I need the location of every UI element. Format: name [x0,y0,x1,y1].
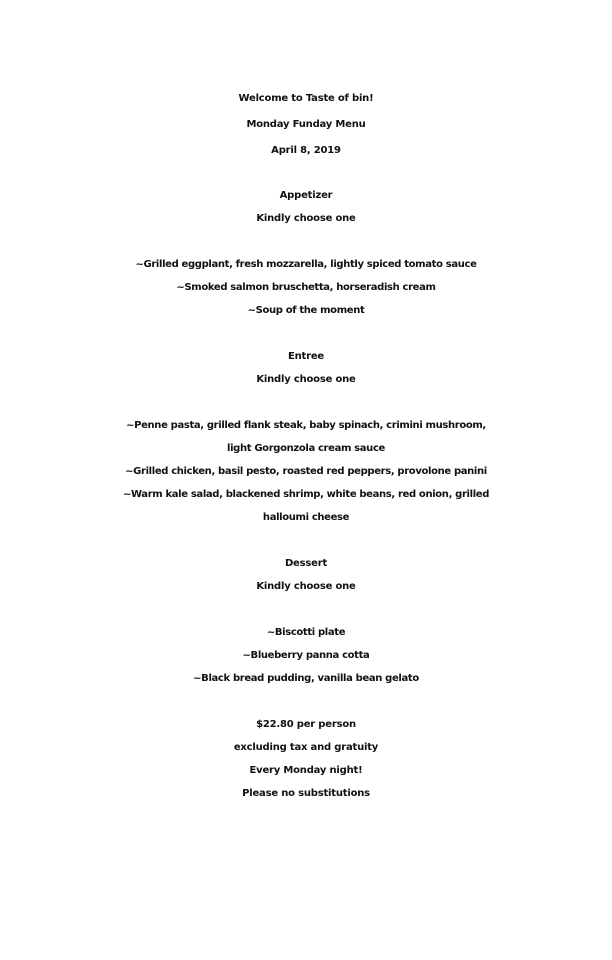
menu-item: ~Soup of the moment [247,305,365,316]
section-instruction: Kindly choose one [256,581,356,592]
section-instruction: Kindly choose one [256,213,356,224]
menu-item: ~Smoked salmon bruschetta, horseradish cream [176,282,436,293]
menu-item: ~Black bread pudding, vanilla bean gelato [193,673,419,684]
menu-name: Monday Funday Menu [246,119,366,130]
menu-item: ~Biscotti plate [266,627,346,638]
menu-footer [0,713,612,805]
menu-item: ~Warm kale salad, blackened shrimp, white beans, red onion, grilled [122,489,490,500]
section-instruction: Kindly choose one [256,374,356,385]
appetizer-section [0,184,612,322]
menu-header [0,86,612,164]
menu-date: April 8, 2019 [271,145,341,156]
menu-item: ~Blueberry panna cotta [242,650,370,661]
menu-item: ~Grilled eggplant, fresh mozzarella, lightly spiced tomato sauce [135,259,477,270]
menu-document [0,86,612,805]
dessert-section [0,552,612,690]
entree-section [0,345,612,529]
section-heading-dessert: Dessert [284,558,328,569]
section-heading-appetizer: Appetizer [279,190,333,201]
welcome-title: Welcome to Taste of bin! [238,93,374,104]
price-text: $22.80 per person [256,719,356,730]
tax-note: excluding tax and gratuity [233,742,379,753]
section-heading-entree: Entree [287,351,325,362]
menu-item-continued: halloumi cheese [262,512,350,523]
menu-item: ~Grilled chicken, basil pesto, roasted red peppers, provolone panini [125,466,487,477]
menu-item-continued: light Gorgonzola cream sauce [227,443,385,454]
policy-note: Please no substitutions [242,788,370,799]
schedule-note: Every Monday night! [249,765,363,776]
menu-item: ~Penne pasta, grilled flank steak, baby spinach, crimini mushroom, [126,420,486,431]
